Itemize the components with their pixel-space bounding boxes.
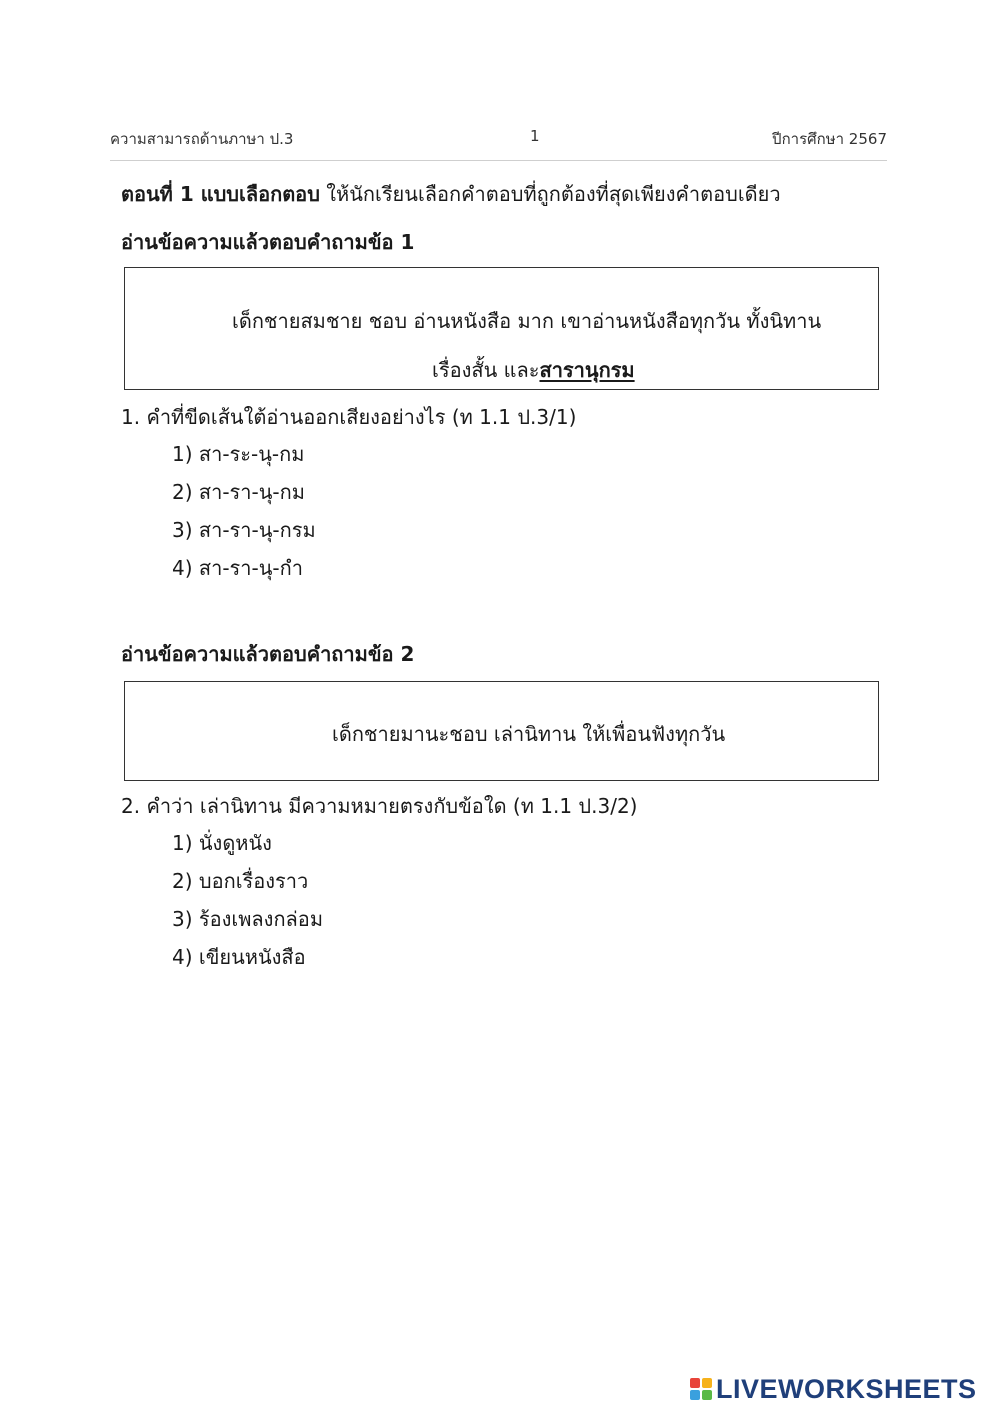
q2-read-heading: อ่านข้อความแล้วตอบคำถามข้อ 2 (121, 642, 415, 666)
q1-read-heading: อ่านข้อความแล้วตอบคำถามข้อ 1 (121, 230, 415, 254)
q1-underlined-word: สารานุกรม (539, 358, 635, 382)
q2-option-2[interactable]: 2) บอกเรื่องราว (172, 869, 309, 893)
q1-passage-line1: เด็กชายสมชาย ชอบ อ่านหนังสือ มาก เขาอ่านหนังสือทุกวัน ทั้งนิทาน (232, 309, 822, 333)
q2-passage-box (124, 681, 879, 781)
q1-option-1[interactable]: 1) สา-ระ-นุ-กม (172, 442, 305, 466)
logo-square (690, 1378, 700, 1388)
liveworksheets-brand (690, 1374, 977, 1404)
q1-passage-line2 (432, 354, 635, 386)
liveworksheets-logo-icon (690, 1378, 712, 1400)
q2-passage: เด็กชายมานะชอบ เล่านิทาน ให้เพื่อนฟังทุกวัน (332, 722, 726, 746)
logo-square (702, 1390, 712, 1400)
header-page-number: 1 (530, 127, 540, 145)
header-subject: ความสามารถด้านภาษา ป.3 (110, 130, 294, 148)
q2-option-4[interactable]: 4) เขียนหนังสือ (172, 945, 306, 969)
q1-option-3[interactable]: 3) สา-รา-นุ-กรม (172, 518, 316, 542)
section-instruction (121, 178, 781, 210)
brand-name: LIVEWORKSHEETS (716, 1373, 977, 1404)
q2-option-1[interactable]: 1) นั่งดูหนัง (172, 831, 272, 855)
q1-option-4[interactable]: 4) สา-รา-นุ-กำ (172, 556, 303, 580)
q1-option-2[interactable]: 2) สา-รา-นุ-กม (172, 480, 305, 504)
section-instruction-text: ให้นักเรียนเลือกคำตอบที่ถูกต้องที่สุดเพียงคำตอบเดียว (319, 182, 781, 206)
section-title: ตอนที่ 1 แบบเลือกตอบ (121, 182, 320, 206)
header-academic-year: ปีการศึกษา 2567 (772, 130, 887, 148)
q1-passage-box (124, 267, 879, 390)
logo-square (690, 1390, 700, 1400)
q2-option-3[interactable]: 3) ร้องเพลงกล่อม (172, 907, 324, 931)
logo-square (702, 1378, 712, 1388)
q1-passage-line2-text: เรื่องสั้น และ (432, 358, 540, 382)
q1-question: 1. คำที่ขีดเส้นใต้อ่านออกเสียงอย่างไร (ท 1.1 ป.3/1) (121, 405, 577, 429)
q2-question: 2. คำว่า เล่านิทาน มีความหมายตรงกับข้อใด (ท 1.1 ป.3/2) (121, 794, 638, 818)
header-divider (110, 160, 887, 161)
